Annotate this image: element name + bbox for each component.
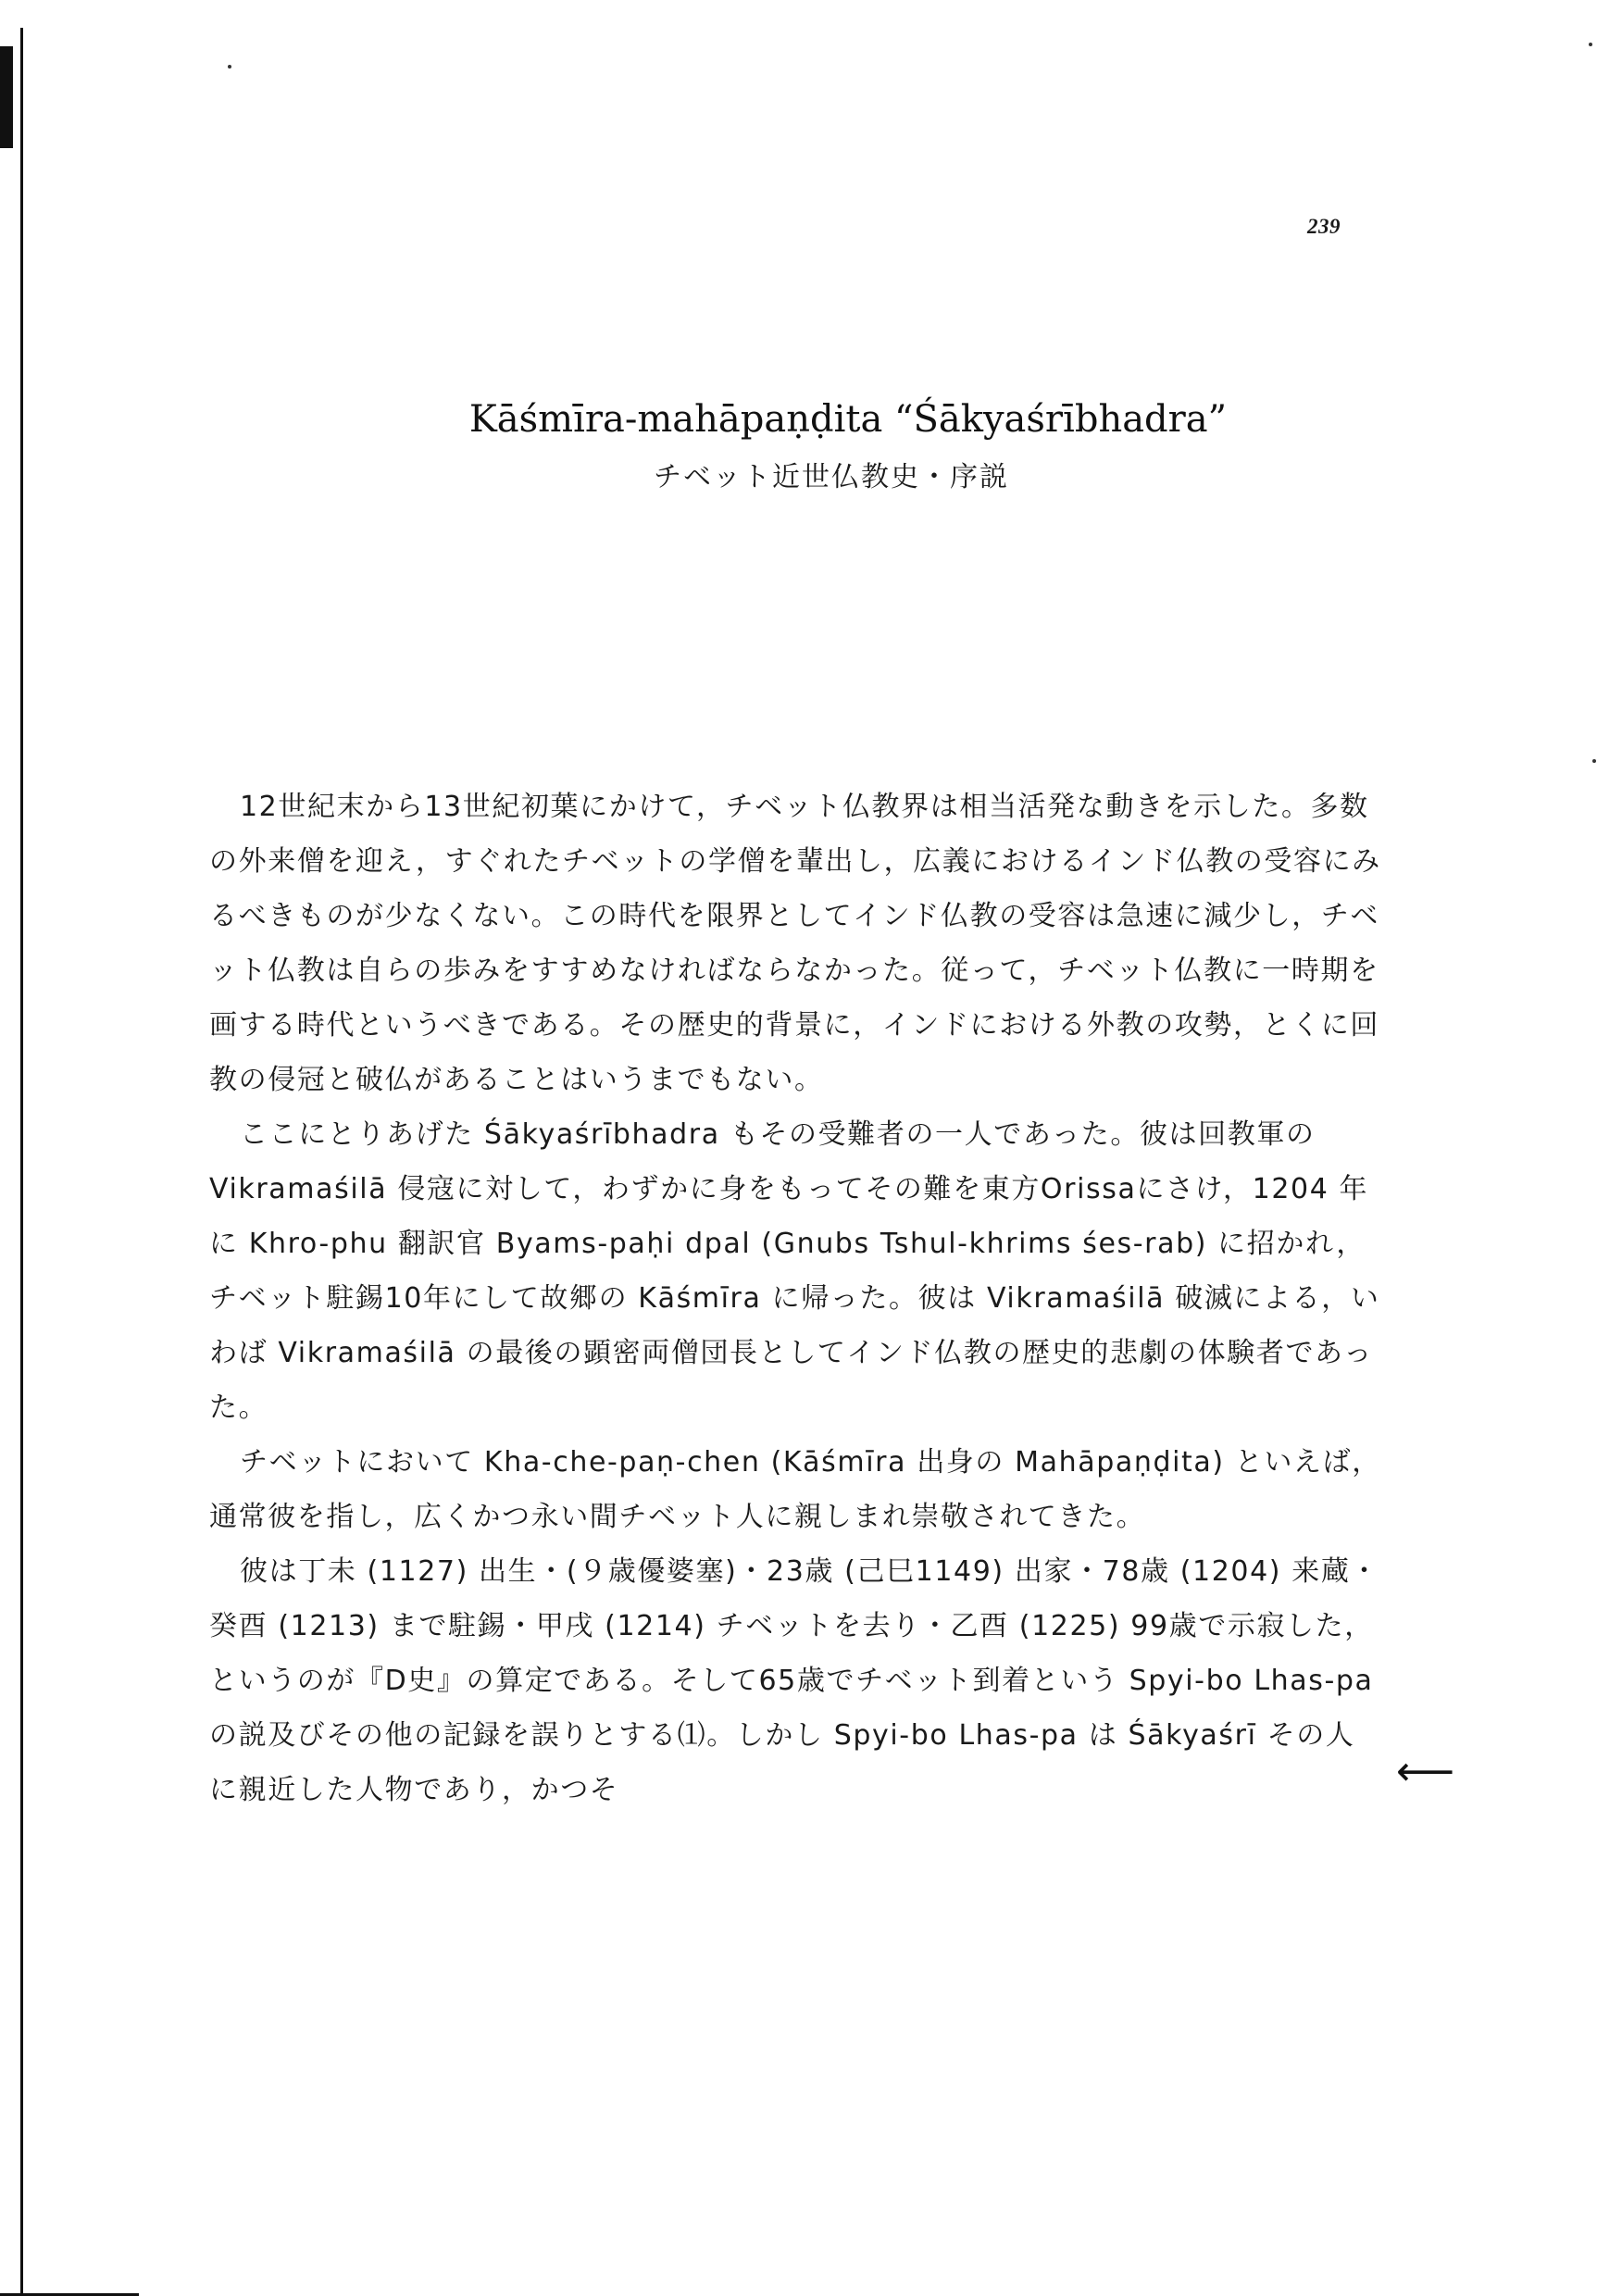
page-number: 239 xyxy=(1307,215,1341,238)
article-title: Kāśmīra-mahāpaṇḍita “Śākyaśrībhadra” xyxy=(468,398,1228,441)
paragraph-4: 彼は丁未 (1127) 出生・(９歳優婆塞)・23歳 (己巳1149) 出家・78歳 (1204) 来蔵・癸酉 (1213) まで駐錫・甲戌 (1214) チベットを去り・乙酉 (1225) 99歳で示寂した，というのが『D史』の算定である。そして65歳でチベット到着という Spyi-bo Lhas-pa の説及びその他の記録を誤りとする⑴。しかし Spyi-bo Lhas-pa は Śākyaśrī その人に親近した人物であり，かつそ xyxy=(209,1555,1380,1806)
title-block xyxy=(0,398,1622,494)
paragraph-3: チベットにおいて Kha-che-paṇ-chen (Kāśmīra 出身の Mahāpaṇḍita) といえば，通常彼を指し，広くかつ永い間チベット人に親しまれ崇敬されてきた。 xyxy=(209,1446,1381,1533)
paragraph-1: 12世紀末から13世紀初葉にかけて，チベット仏教界は相当活発な動きを示した。多数の外来僧を迎え，すぐれたチベットの学僧を輩出し，広義におけるインド仏教の受容にみるべきものが少なくない。この時代を限界としてインド仏教の受容は急速に減少し，チベット仏教は自らの歩みをすすめなければならなかった。従って，チベット仏教に一時期を画する時代というべきである。その歴史的背景に，インドにおける外教の攻勢，とくに回教の侵冠と破仏があることはいうまでもない。 xyxy=(209,791,1381,1096)
page-binding-edge xyxy=(0,28,23,2296)
paragraph-2: ここにとりあげた Śākyaśrībhadra もその受難者の一人であった。彼は回教軍の Vikramaśilā 侵寇に対して，わずかに身をもってその難を東方Orissaにさけ，1204 年に Khro-phu 翻訳官 Byams-paḥi dpal (Gnubs Tshul-khrims śes-rab) に招かれ，チベット駐錫10年にして故郷の Kāśmīra に帰った。彼は Vikramaśilā 破滅による，いわば Vikramaśilā の最後の顕密両僧団長としてインド仏教の歴史的悲劇の体験者であった。 xyxy=(209,1118,1380,1424)
body-text xyxy=(209,780,1383,1817)
handwritten-arrow-mark: ⟵ xyxy=(1396,1748,1455,1795)
scan-speck xyxy=(1592,759,1596,763)
scan-speck xyxy=(228,65,231,69)
article-subtitle: チベット近世仏教史・序説 xyxy=(654,461,1009,493)
scan-speck xyxy=(1589,43,1592,46)
